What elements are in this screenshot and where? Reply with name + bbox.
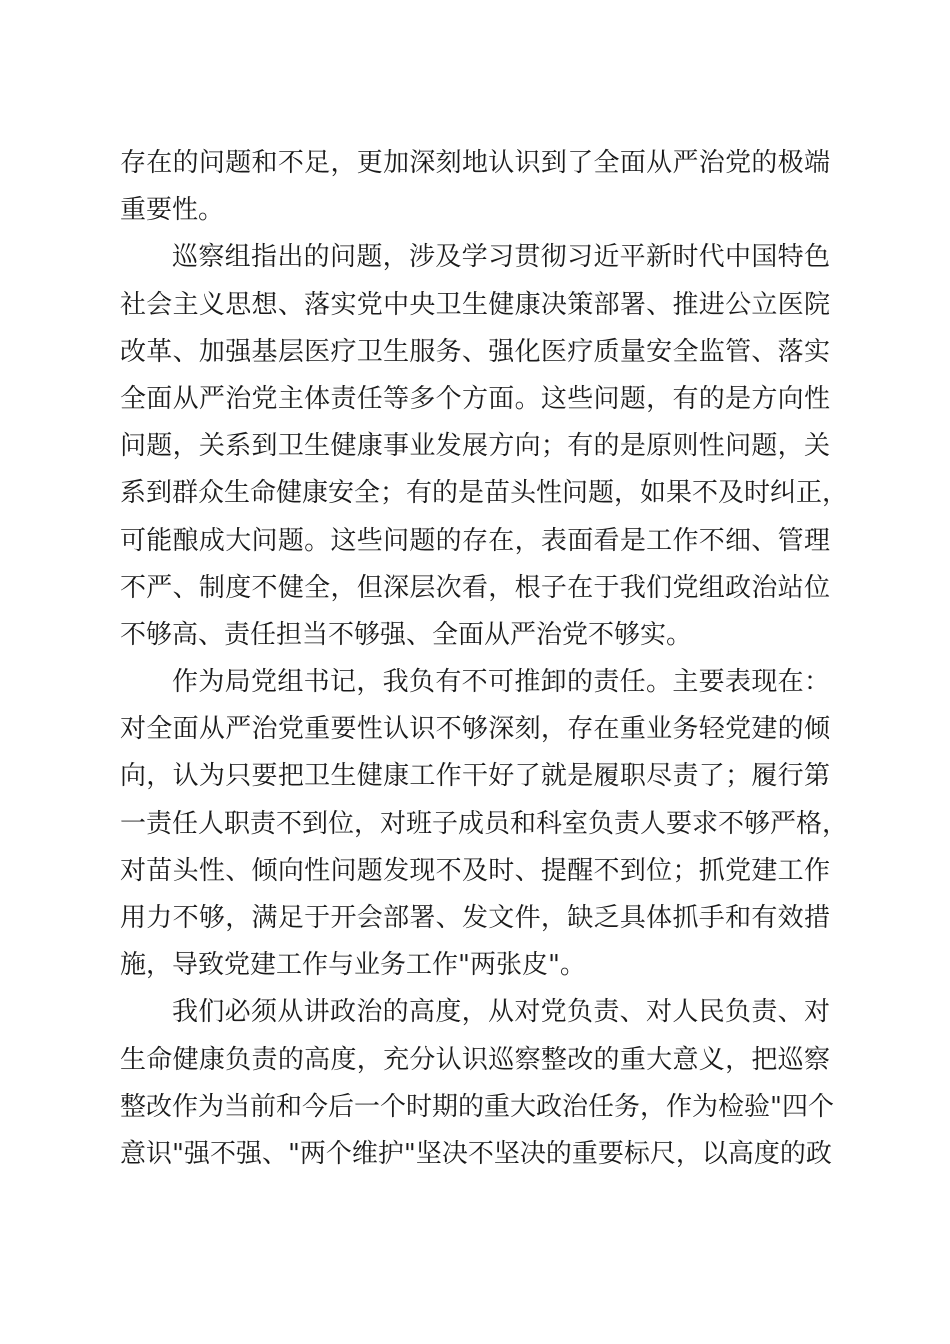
paragraph-2 — [120, 234, 849, 659]
paragraph-line: 改革、加强基层医疗卫生服务、强化医疗质量安全监管、落实 — [120, 336, 830, 367]
paragraph-line: 巡察组指出的问题，涉及学习贯彻习近平新时代中国特色 — [172, 242, 830, 273]
paragraph-line: 向，认为只要把卫生健康工作干好了就是履职尽责了；履行第 — [120, 761, 830, 792]
paragraph-line: 系到群众生命健康安全；有的是苗头性问题，如果不及时纠正， — [120, 478, 849, 509]
paragraph-4 — [120, 989, 834, 1178]
paragraph-line: 问题，关系到卫生健康事业发展方向；有的是原则性问题，关 — [120, 431, 830, 462]
paragraph-line: 用力不够，满足于开会部署、发文件，缺乏具体抓手和有效措 — [120, 903, 830, 933]
paragraph-line: 不严、制度不健全，但深层次看，根子在于我们党组政治站位 — [120, 572, 830, 603]
paragraph-line: 对苗头性、倾向性问题发现不及时、提醒不到位；抓党建工作 — [120, 855, 830, 886]
paragraph-line: 整改作为当前和今后一个时期的重大政治任务，作为检验"四个 — [120, 1091, 834, 1122]
paragraph-line: 存在的问题和不足，更加深刻地认识到了全面从严治党的极端 — [120, 148, 830, 178]
paragraph-line: 可能酿成大问题。这些问题的存在，表面看是工作不细、管理 — [120, 525, 830, 556]
paragraph-line: 生命健康负责的高度，充分认识巡察整改的重大意义，把巡察 — [120, 1044, 830, 1075]
paragraph-line: 一责任人职责不到位，对班子成员和科室负责人要求不够严格， — [120, 808, 849, 839]
paragraph-line: 全面从严治党主体责任等多个方面。这些问题，有的是方向性 — [120, 383, 830, 414]
paragraph-line: 作为局党组书记，我负有不可推卸的责任。主要表现在： — [172, 667, 830, 698]
paragraph-line: 我们必须从讲政治的高度，从对党负责、对人民负责、对 — [172, 997, 830, 1028]
paragraph-3 — [120, 659, 849, 989]
document-body — [120, 140, 849, 1178]
paragraph-line: 施，导致党建工作与业务工作"两张皮"。 — [120, 950, 586, 981]
paragraph-line: 社会主义思想、落实党中央卫生健康决策部署、推进公立医院 — [120, 289, 830, 320]
paragraph-line: 意识"强不强、"两个维护"坚决不坚决的重要标尺，以高度的政 — [120, 1138, 832, 1169]
paragraph-1 — [120, 140, 830, 234]
paragraph-line: 重要性。 — [120, 195, 225, 226]
paragraph-line: 对全面从严治党重要性认识不够深刻，存在重业务轻党建的倾 — [120, 714, 830, 745]
paragraph-line: 不够高、责任担当不够强、全面从严治党不够实。 — [120, 619, 693, 650]
